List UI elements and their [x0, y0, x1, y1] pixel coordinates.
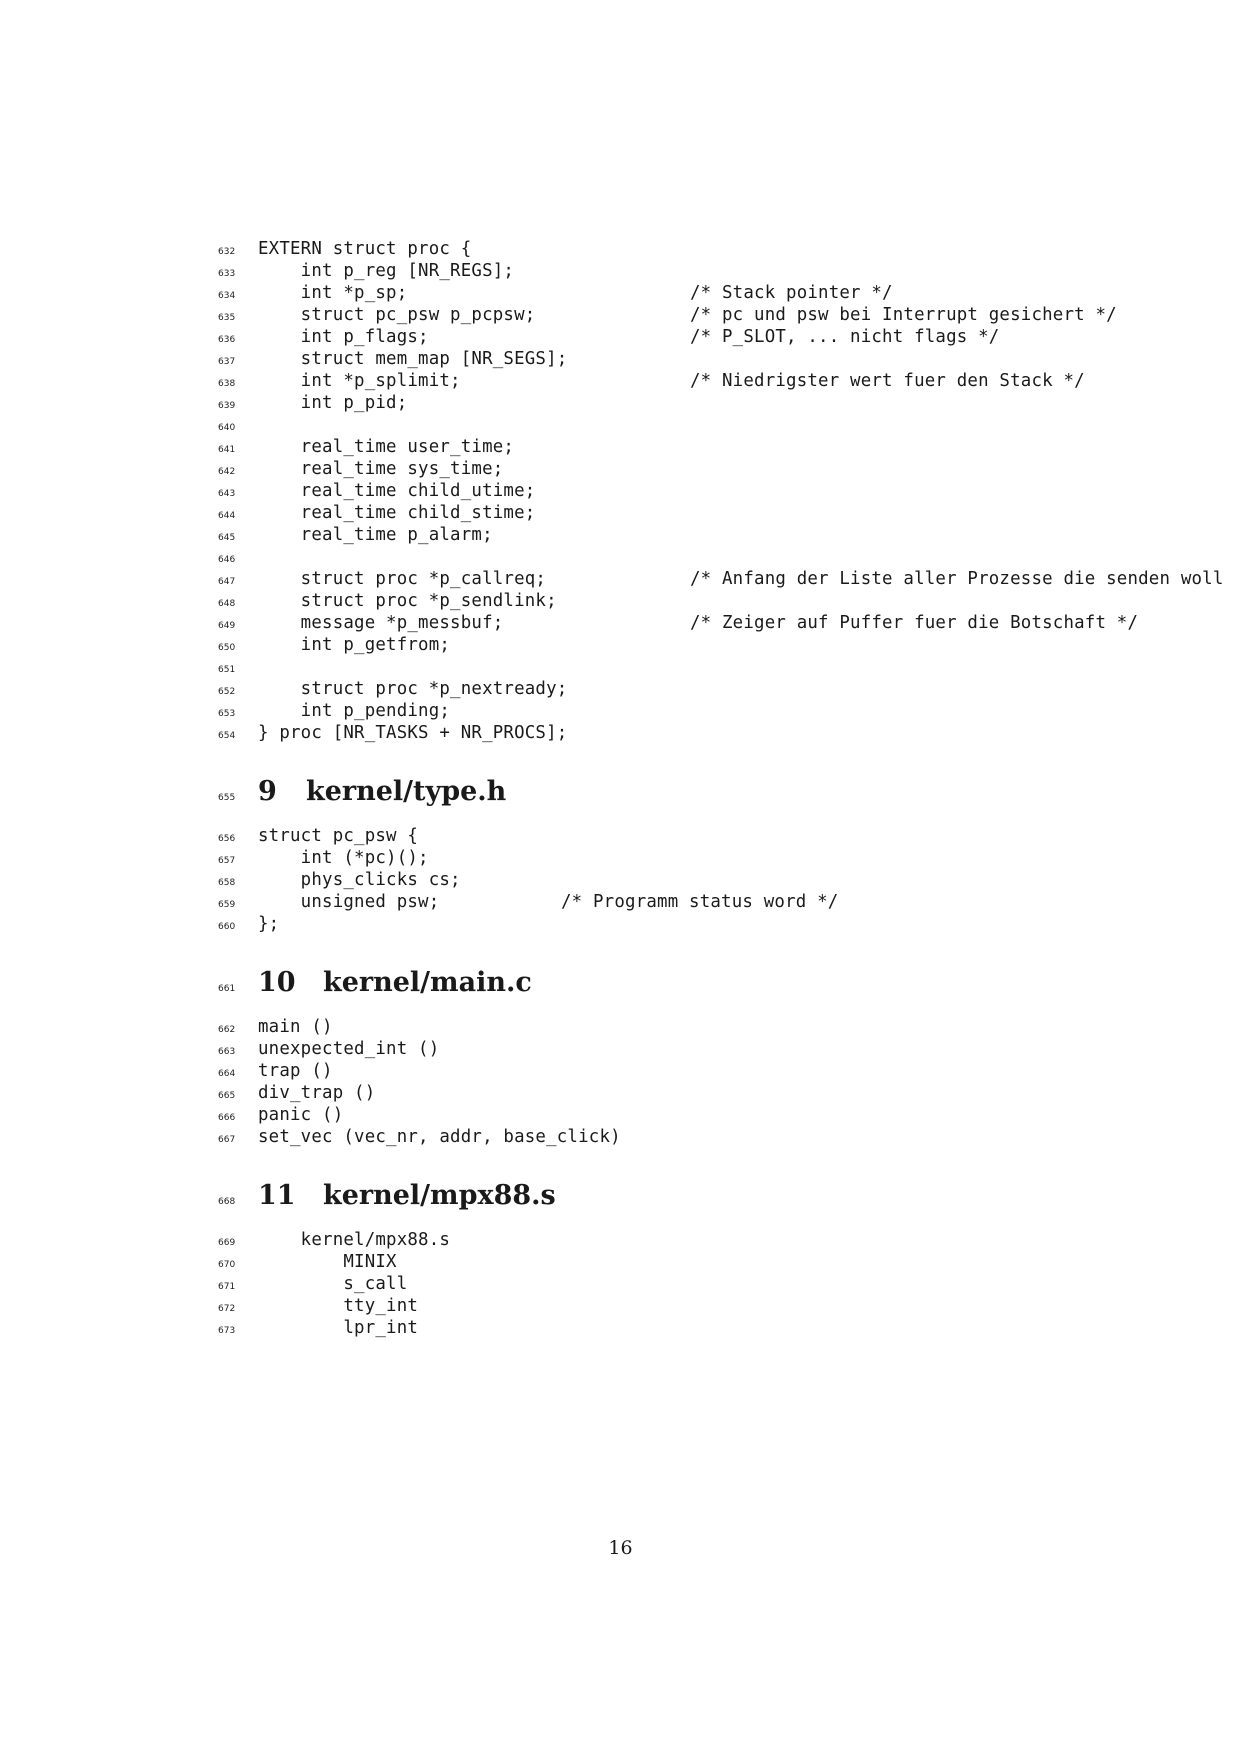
- code-text: int (*pc)();: [258, 848, 429, 868]
- line-number: 656: [218, 834, 236, 844]
- code-text: } proc [NR_TASKS + NR_PROCS];: [258, 723, 568, 743]
- code-text: set_vec (vec_nr, addr, base_click): [258, 1127, 621, 1147]
- code-text: unsigned psw;: [258, 892, 440, 912]
- line-number: 646: [218, 555, 236, 565]
- line-number: 643: [218, 489, 236, 499]
- code-comment: /* P_SLOT, ... nicht flags */: [690, 327, 1000, 347]
- section-number: 9: [258, 776, 277, 807]
- section-title: kernel/mpx88.s: [323, 1180, 556, 1211]
- line-number: 657: [218, 856, 236, 866]
- line-number: 666: [218, 1113, 236, 1123]
- code-text: phys_clicks cs;: [258, 870, 461, 890]
- line-number: 665: [218, 1091, 236, 1101]
- line-number: 672: [218, 1304, 236, 1314]
- line-number: 640: [218, 423, 236, 433]
- line-number: 650: [218, 643, 236, 653]
- line-number: 649: [218, 621, 236, 631]
- section-number: 10: [258, 967, 296, 998]
- code-text: EXTERN struct proc {: [258, 239, 472, 259]
- code-text: unexpected_int (): [258, 1039, 440, 1059]
- line-number: 661: [218, 984, 236, 994]
- code-comment: /* Programm status word */: [561, 892, 839, 912]
- line-number: 669: [218, 1238, 236, 1248]
- code-text: lpr_int: [258, 1318, 419, 1338]
- code-text: tty_int: [258, 1296, 419, 1316]
- code-text: s_call: [258, 1274, 408, 1294]
- code-text: real_time user_time;: [258, 437, 515, 457]
- code-text: struct pc_psw {: [258, 826, 419, 846]
- line-number: 662: [218, 1025, 236, 1035]
- code-text: struct mem_map [NR_SEGS];: [258, 349, 568, 369]
- line-number: 651: [218, 665, 236, 675]
- code-text: real_time p_alarm;: [258, 525, 493, 545]
- code-comment: /* Anfang der Liste aller Prozesse die senden woll: [690, 569, 1224, 589]
- line-number: 644: [218, 511, 236, 521]
- line-number: 635: [218, 313, 236, 323]
- code-comment: /* Zeiger auf Puffer fuer die Botschaft */: [690, 613, 1139, 633]
- line-number: 655: [218, 793, 236, 803]
- line-number: 647: [218, 577, 236, 587]
- line-number: 634: [218, 291, 236, 301]
- line-number: 663: [218, 1047, 236, 1057]
- section-title: kernel/main.c: [323, 967, 532, 998]
- line-number: 652: [218, 687, 236, 697]
- line-number: 671: [218, 1282, 236, 1292]
- line-number: 659: [218, 900, 236, 910]
- code-comment: /* Stack pointer */: [690, 283, 893, 303]
- line-number: 642: [218, 467, 236, 477]
- line-number: 633: [218, 269, 236, 279]
- code-text: struct proc *p_nextready;: [258, 679, 568, 699]
- code-text: int p_getfrom;: [258, 635, 451, 655]
- line-number: 645: [218, 533, 236, 543]
- code-text: int *p_sp;: [258, 283, 408, 303]
- code-text: struct proc *p_callreq;: [258, 569, 547, 589]
- code-text: panic (): [258, 1105, 344, 1125]
- code-text: message *p_messbuf;: [258, 613, 504, 633]
- code-text: real_time sys_time;: [258, 459, 504, 479]
- code-text: int p_pid;: [258, 393, 408, 413]
- code-text: real_time child_stime;: [258, 503, 536, 523]
- line-number: 637: [218, 357, 236, 367]
- line-number: 641: [218, 445, 236, 455]
- line-number: 653: [218, 709, 236, 719]
- code-text: real_time child_utime;: [258, 481, 536, 501]
- code-text: MINIX: [258, 1252, 397, 1272]
- code-text: main (): [258, 1017, 333, 1037]
- line-number: 664: [218, 1069, 236, 1079]
- line-number: 668: [218, 1197, 236, 1207]
- section-title: kernel/type.h: [306, 776, 507, 807]
- code-text: };: [258, 914, 280, 934]
- page-number: 16: [608, 1537, 633, 1559]
- code-text: div_trap (): [258, 1083, 376, 1103]
- line-number: 660: [218, 922, 236, 932]
- code-comment: /* pc und psw bei Interrupt gesichert */: [690, 305, 1117, 325]
- code-text: trap (): [258, 1061, 333, 1081]
- line-number: 673: [218, 1326, 236, 1336]
- line-number: 632: [218, 247, 236, 257]
- code-text: int p_flags;: [258, 327, 429, 347]
- line-number: 670: [218, 1260, 236, 1270]
- section-number: 11: [258, 1180, 296, 1211]
- line-number: 636: [218, 335, 236, 345]
- line-number: 639: [218, 401, 236, 411]
- line-number: 667: [218, 1135, 236, 1145]
- line-number: 648: [218, 599, 236, 609]
- code-text: struct pc_psw p_pcpsw;: [258, 305, 536, 325]
- code-comment: /* Niedrigster wert fuer den Stack */: [690, 371, 1085, 391]
- line-number: 658: [218, 878, 236, 888]
- line-number: 638: [218, 379, 236, 389]
- code-text: struct proc *p_sendlink;: [258, 591, 557, 611]
- line-number: 654: [218, 731, 236, 741]
- code-text: int p_pending;: [258, 701, 451, 721]
- code-text: int *p_splimit;: [258, 371, 461, 391]
- code-text: int p_reg [NR_REGS];: [258, 261, 515, 281]
- code-text: kernel/mpx88.s: [258, 1230, 451, 1250]
